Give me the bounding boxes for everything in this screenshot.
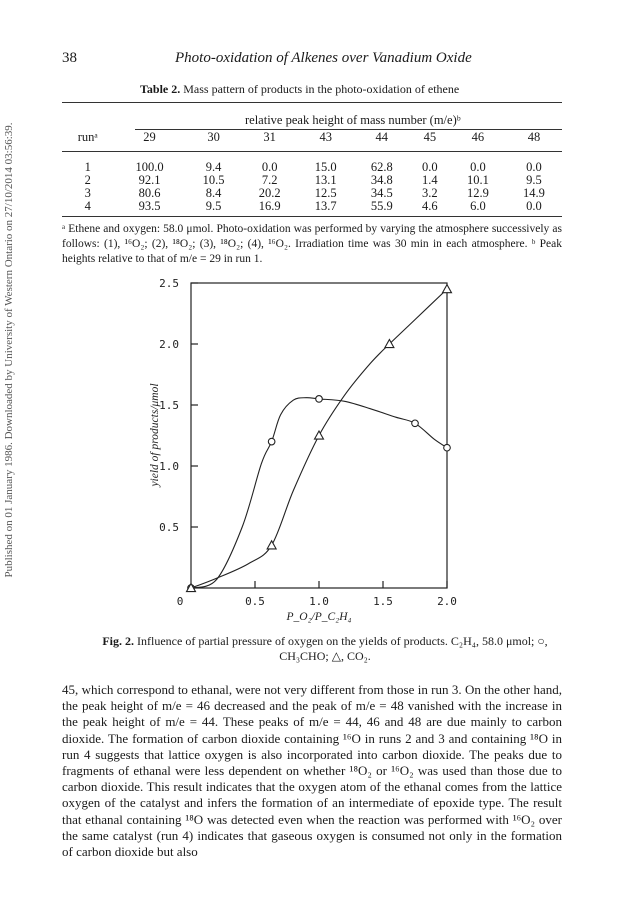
table-cell: 62.8 <box>370 160 393 174</box>
y-axis-ticks <box>159 277 198 534</box>
column-header: 46 <box>471 130 485 144</box>
body-text: 45, which correspond to ethanal, were not very different from those in run 3. On the other hand, the peak height of m/e = 46 decreased and the peak of m/e = 48 vanished with the increase in the peak height of m/e = 44. These peaks of m/e = 44, 46 and 48 are due mainly to carbon dioxide. The formation of carbon dioxide containing ¹⁶O in runs 2 and 3 and containing ¹⁸O in run 4 suggests that lattice oxygen is also incorporated into carbon dioxide. The peaks due to fragments of ethanal were less dependent on whether ¹⁸O₂ or ¹⁶O₂ was used than those due to carbon dioxide. This result indicates that the oxygen atom of the ethanal comes from the lattice oxygen of the catalyst and infers the formation of an intermediate of epoxide type. The result that ethanal containing ¹⁸O was detected even when the reaction was performed with ¹⁶O₂ over the same catalyst (run 4) indicates that gaseous oxygen is consumed not only in the formation of carbon dioxide but also <box>62 682 562 860</box>
ethanal-curve <box>191 398 447 588</box>
co2-point <box>315 431 324 439</box>
table-cell: 9.4 <box>205 160 222 174</box>
ethanal-point <box>444 444 451 451</box>
table-cell: 100.0 <box>135 160 164 174</box>
table-cell: 10.1 <box>466 173 489 187</box>
x-axis-label: P_O₂/P_C₂H₄ <box>286 611 352 623</box>
table-cell: 80.6 <box>138 186 161 200</box>
figure-caption <box>90 634 560 664</box>
column-header: 31 <box>263 130 276 144</box>
column-header: runᵃ <box>77 130 98 144</box>
table-cell: 55.9 <box>370 199 393 213</box>
x-axis-ticks <box>177 581 457 608</box>
table-cell: 12.9 <box>466 186 489 200</box>
table-cell: 6.0 <box>470 199 486 213</box>
table-cell: 2 <box>84 173 91 187</box>
x-tick-label: 2.0 <box>437 595 457 608</box>
table-cell: 1 <box>84 160 91 174</box>
figure-caption-text: Influence of partial pressure of oxygen on the yields of products. C₂H₄, 58.0 μmol; ○, CH₃CHO; △, CO₂. <box>137 634 548 663</box>
table-cell: 3 <box>84 186 91 200</box>
table-cell: 0.0 <box>422 160 438 174</box>
ethanal-point <box>412 420 419 427</box>
y-tick-label: 1.0 <box>159 460 179 473</box>
table-caption-text: Mass pattern of products in the photo-oxidation of ethene <box>183 82 460 96</box>
y-axis-label: yield of products/μmol <box>149 383 161 487</box>
table-cell: 16.9 <box>258 199 281 213</box>
x-tick-label: 1.0 <box>309 595 329 608</box>
ethanal-point <box>268 438 275 445</box>
table-cell: 9.5 <box>205 199 222 213</box>
table-footnote: ᵃ Ethene and oxygen: 58.0 μmol. Photo-oxidation was performed by varying the atmosphere successively as follows: (1), ¹⁶O₂; (2), ¹⁸O₂; (3), ¹⁸O₂; (4), ¹⁶O₂. Irradiation time was 30 min in each atmosphere. ᵇ Peak heights relative to that of m/e = 29 in run 1. <box>62 223 562 265</box>
table-cell: 0.0 <box>470 160 486 174</box>
table-cell: 0.0 <box>526 199 542 213</box>
table-cell: 9.5 <box>526 173 542 187</box>
co2-point <box>267 541 276 549</box>
column-header: 30 <box>207 130 220 144</box>
table-cell: 14.9 <box>523 186 545 200</box>
table-cell: 13.7 <box>314 199 337 213</box>
page-number: 38 <box>62 50 77 66</box>
series-markers <box>187 285 452 592</box>
x-tick-label: 1.5 <box>373 595 393 608</box>
download-note-text: Published on 01 January 1986. Downloaded by University of Western Ontario on 27/10/2014 03:56:39. <box>3 122 15 578</box>
table-cell: 3.2 <box>422 186 438 200</box>
table-cell: 20.2 <box>258 186 281 200</box>
table-cell: 4 <box>84 199 91 213</box>
figure-label: Fig. 2. <box>102 634 135 648</box>
table-cell: 0.0 <box>526 160 542 174</box>
table-cell: 10.5 <box>202 173 225 187</box>
y-tick-label: 0.5 <box>159 521 179 534</box>
body-paragraph <box>62 682 562 860</box>
table-cell: 15.0 <box>314 160 337 174</box>
column-header: 43 <box>319 130 332 144</box>
column-header: 29 <box>143 130 156 144</box>
table-cell: 13.1 <box>314 173 337 187</box>
x-tick-label: 0.5 <box>245 595 265 608</box>
table-cell: 92.1 <box>138 173 161 187</box>
table-cell: 34.8 <box>370 173 393 187</box>
y-tick-label: 2.5 <box>159 277 179 290</box>
column-header: 44 <box>375 130 389 144</box>
table-label: Table 2. <box>140 82 181 96</box>
table-cell: 0.0 <box>261 160 278 174</box>
y-tick-label: 2.0 <box>159 338 179 351</box>
running-title: Photo-oxidation of Alkenes over Vanadium Oxide <box>175 50 472 66</box>
table-cell: 12.5 <box>314 186 337 200</box>
table-cell: 7.2 <box>261 173 278 187</box>
ethanal-point <box>316 396 323 403</box>
table-cell: 1.4 <box>422 173 438 187</box>
y-tick-label: 1.5 <box>159 399 179 412</box>
column-header: 45 <box>423 130 437 144</box>
table-cell: 8.4 <box>205 186 222 200</box>
table-cell: 4.6 <box>422 199 438 213</box>
column-header: 48 <box>527 130 541 144</box>
table-group-header: relative peak height of mass number (m/e)ᵇ <box>245 113 461 127</box>
co2-point <box>443 285 452 293</box>
table-cell: 34.5 <box>370 186 393 200</box>
table-cell: 93.5 <box>138 199 161 213</box>
x-tick-label: 0 <box>176 595 184 608</box>
